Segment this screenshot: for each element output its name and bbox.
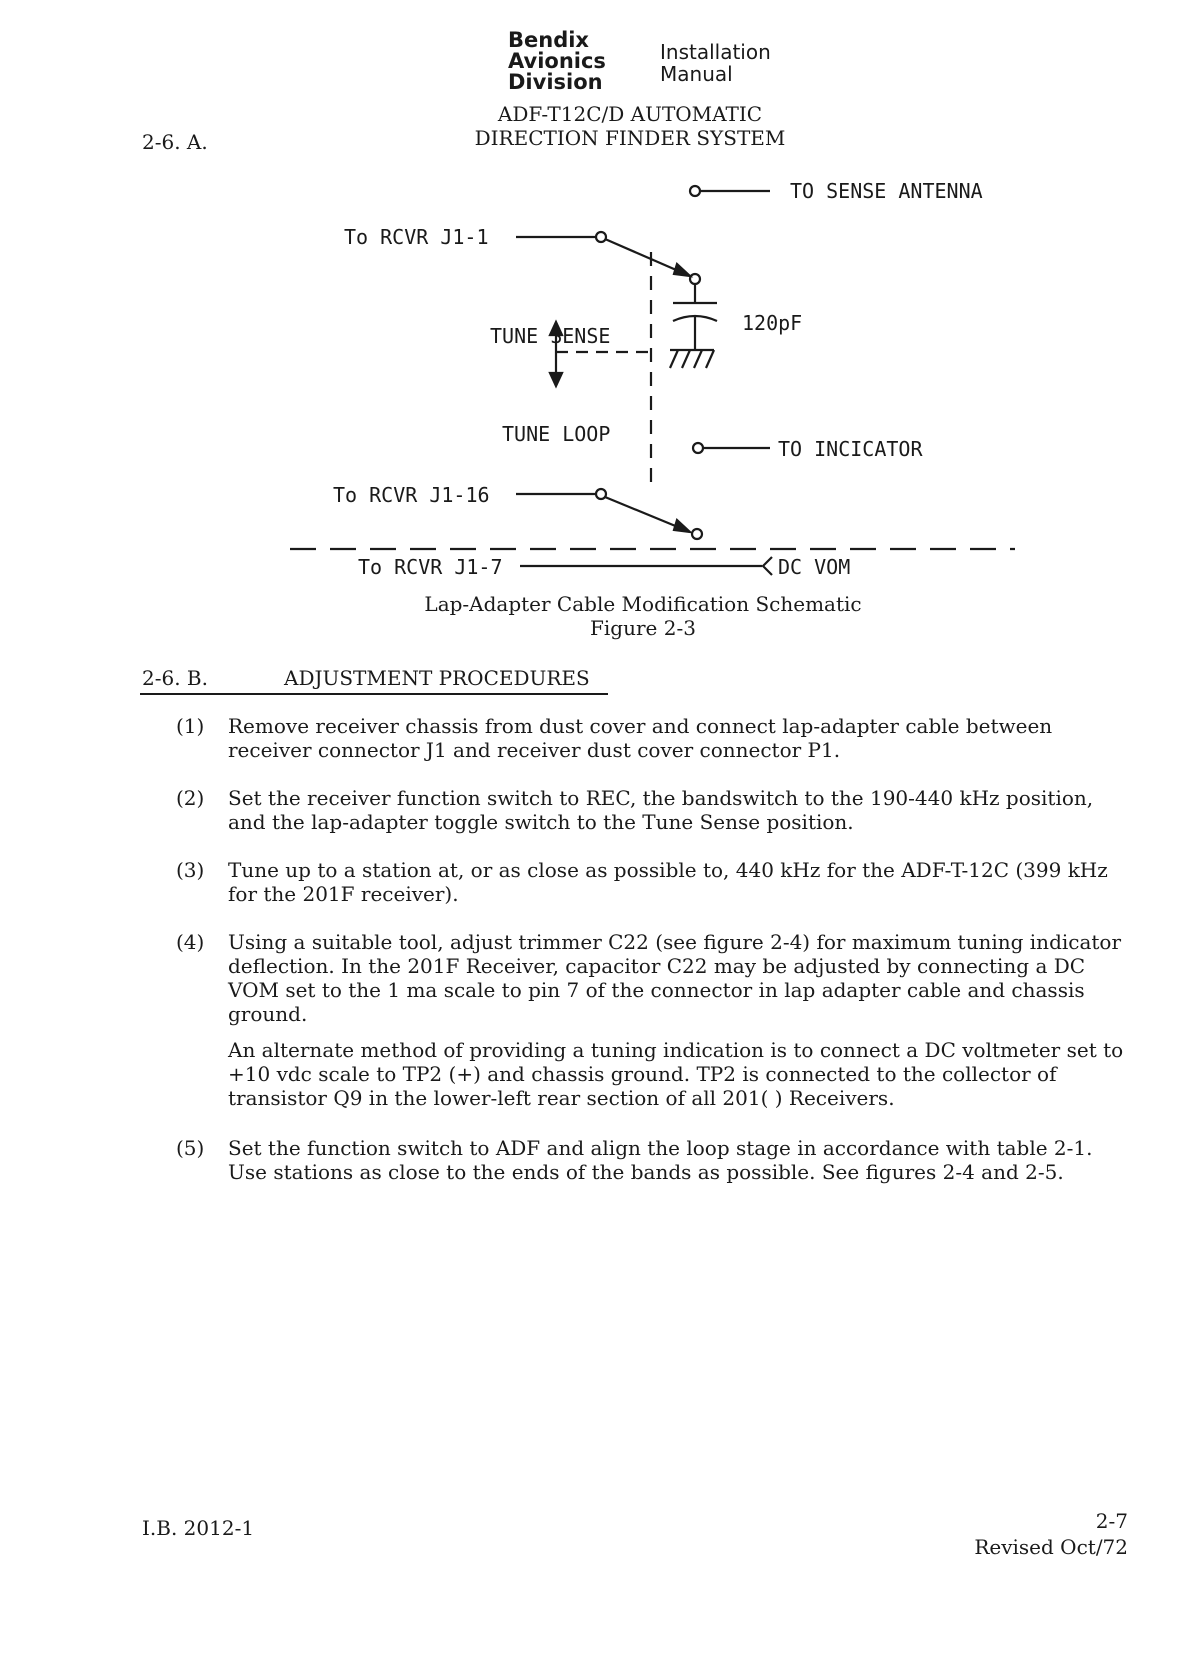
ground-hatch-2 bbox=[682, 350, 690, 368]
ground-hatch-4 bbox=[706, 350, 714, 368]
sense-antenna-terminal bbox=[690, 186, 700, 196]
manual-type bbox=[660, 41, 771, 85]
section-a-number: 2-6. A. bbox=[142, 130, 208, 154]
step-3-number: (3) bbox=[176, 858, 205, 882]
step-1-text: Remove receiver chassis from dust cover and connect lap-adapter cable between receiver connector J1 and receiver dust cover connector P1. bbox=[228, 714, 1053, 762]
label-tune-sense: TUNE SENSE bbox=[490, 324, 611, 348]
ground-hatch-1 bbox=[670, 350, 678, 368]
label-indicator: TO INCICATOR bbox=[778, 437, 923, 461]
step-2-text: Set the receiver function switch to REC, the bandswitch to the 190-440 kHz position, and the lap-adapter toggle switch to the Tune Sense position. bbox=[228, 786, 1094, 834]
figure-caption bbox=[343, 592, 943, 640]
company-name bbox=[508, 30, 606, 93]
step-4-number: (4) bbox=[176, 930, 205, 954]
label-sense-antenna: TO SENSE ANTENNA bbox=[790, 179, 983, 203]
system-title-line-1: ADF-T12C/D AUTOMATIC bbox=[497, 102, 763, 126]
upper-switch-contact bbox=[690, 274, 700, 284]
step-4-alternate-method: An alternate method of providing a tuning indication is to connect a DC voltmeter set to +10 vdc scale to TP2 (+) and chassis ground. TP2 is connected to the collector of transistor Q9 in the lower-left rear section of all 201( ) Receivers. bbox=[228, 1038, 1124, 1110]
ground-hatch-3 bbox=[694, 350, 702, 368]
document-number: I.B. 2012-1 bbox=[142, 1516, 255, 1540]
schematic-diagram bbox=[0, 160, 1186, 580]
label-dc-vom: DC VOM bbox=[778, 555, 851, 579]
company-line-2: Avionics bbox=[508, 49, 606, 73]
label-tune-loop: TUNE LOOP bbox=[502, 422, 611, 446]
section-b-number: 2-6. B. bbox=[142, 666, 208, 690]
figure-number: Figure 2-3 bbox=[590, 616, 696, 640]
step-2-number: (2) bbox=[176, 786, 205, 810]
manual-line-2: Manual bbox=[660, 62, 733, 86]
dc-vom-connector bbox=[763, 557, 772, 575]
step-4-text: Using a suitable tool, adjust trimmer C22 (see figure 2-4) for maximum tuning indicator deflection. In the 201F Receiver, capacitor C22 may be adjusted by connecting a DC VOM set to the 1 ma scale to pin 7 of the connector in lap adapter cable and chassis ground. bbox=[228, 930, 1122, 1026]
revision-date: Revised Oct/72 bbox=[974, 1535, 1128, 1559]
step-3-text: Tune up to a station at, or as close as possible to, 440 kHz for the ADF-T-12C (399 kHz for the 201F receiver). bbox=[228, 858, 1108, 906]
system-title bbox=[430, 102, 830, 150]
upper-switch-arrow bbox=[674, 264, 690, 276]
step-1-number: (1) bbox=[176, 714, 205, 738]
j1-1-terminal bbox=[596, 232, 606, 242]
label-capacitor-value: 120pF bbox=[742, 311, 803, 335]
label-rcvr-j1-7: To RCVR J1-7 bbox=[358, 555, 503, 579]
label-rcvr-j1-1: To RCVR J1-1 bbox=[344, 225, 489, 249]
page-number: 2-7 bbox=[1095, 1509, 1128, 1533]
manual-line-1: Installation bbox=[660, 40, 771, 64]
company-line-3: Division bbox=[508, 70, 603, 94]
section-b-underline bbox=[140, 693, 608, 695]
indicator-terminal bbox=[693, 443, 703, 453]
lower-switch-contact bbox=[692, 529, 702, 539]
lower-switch-arrow bbox=[674, 520, 690, 532]
j1-16-terminal bbox=[596, 489, 606, 499]
toggle-arrow-down bbox=[550, 373, 562, 386]
figure-caption-title: Lap-Adapter Cable Modification Schematic bbox=[424, 592, 862, 616]
section-b-title: ADJUSTMENT PROCEDURES bbox=[284, 666, 590, 690]
page-info bbox=[974, 1508, 1128, 1560]
step-5-number: (5) bbox=[176, 1136, 205, 1160]
label-rcvr-j1-16: To RCVR J1-16 bbox=[333, 483, 490, 507]
step-5-text: Set the function switch to ADF and align the loop stage in accordance with table 2-1. Use stations as close to the ends of the bands as possible. See figures 2-4 and 2-5. bbox=[228, 1136, 1093, 1184]
system-title-line-2: DIRECTION FINDER SYSTEM bbox=[474, 126, 786, 150]
company-line-1: Bendix bbox=[508, 28, 589, 52]
